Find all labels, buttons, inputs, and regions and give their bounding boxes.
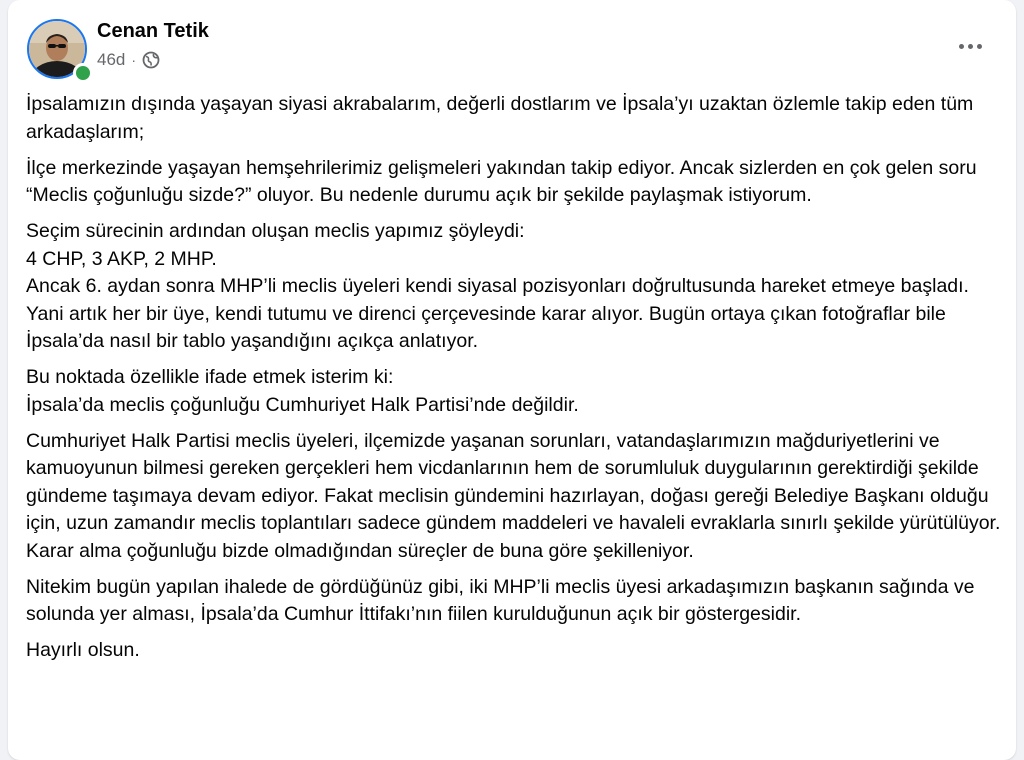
post-meta	[97, 50, 160, 70]
avatar-button[interactable]	[25, 17, 89, 81]
post-paragraph: Hayırlı olsun.	[26, 639, 140, 661]
more-dots-icon	[968, 44, 973, 49]
post-text	[26, 91, 1006, 673]
post-paragraph: İlçe merkezinde yaşayan hemşehrilerimiz gelişmeleri yakından takip ediyor. Ancak sizlerden en çok gelen soru “Meclis çoğunluğu sizde?” oluyor. Bu nedenle durumu açık bir şekilde paylaşmak istiyorum.	[26, 156, 977, 206]
post-timestamp[interactable]: 46d	[97, 50, 126, 69]
globe-icon[interactable]	[142, 51, 160, 69]
post-card	[8, 0, 1016, 760]
author-name[interactable]: Cenan Tetik	[97, 20, 209, 42]
post-paragraph: Cumhuriyet Halk Partisi meclis üyeleri, ilçemizde yaşanan sorunları, vatandaşlarımızın mağduriyetlerini ve kamuoyunun bilmesi gereken gerçekleri hem vicdanlarının hem de sorumluluk duygularının gerektirdiği şekilde gündeme taşımaya devam ediyor. Fakat meclisin gündemini hazırlayan, doğası gereği Belediye Başkanı olduğu için, uzun zamandır meclis toplantıları sadece gündem maddeleri ve havaleli evraklarla sınırlı şekilde yürütülüyor. Karar alma çoğunluğu bizde olmadığından süreçler de buna göre şekilleniyor.	[26, 429, 1001, 562]
post-header	[8, 0, 1016, 90]
post-paragraph: Bu noktada özellikle ifade etmek isterim ki: İpsala’da meclis çoğunluğu Cumhuriyet Halk Partisi’nde değildir.	[26, 366, 579, 416]
more-dots-icon	[959, 44, 964, 49]
more-dots-icon	[977, 44, 982, 49]
meta-separator: ·	[131, 52, 137, 68]
post-paragraph: Nitekim bugün yapılan ihalede de gördüğünüz gibi, iki MHP’li meclis üyesi arkadaşımızın başkanın sağında ve solunda yer alması, İpsala’da Cumhur İttifakı’nın fiilen kurulduğunun açık bir göstergesidir.	[26, 575, 975, 625]
more-options-button[interactable]	[950, 30, 990, 62]
post-paragraph: Seçim sürecinin ardından oluşan meclis yapımız şöyleydi: 4 CHP, 3 AKP, 2 MHP. Ancak 6. aydan sonra MHP’li meclis üyeleri kendi siyasal pozisyonları doğrultusunda hareket etmeye başladı. Yani artık her bir üye, kendi tutumu ve direnci çerçevesinde karar alıyor. Bugün ortaya çıkan fotoğraflar bile İpsala’da nasıl bir tablo yaşandığını açıkça anlatıyor.	[26, 220, 969, 352]
post-paragraph: İpsalamızın dışında yaşayan siyasi akrabalarım, değerli dostlarım ve İpsala’yı uzaktan özlemle takip eden tüm arkadaşlarım;	[26, 93, 974, 143]
online-status-dot	[73, 63, 93, 83]
